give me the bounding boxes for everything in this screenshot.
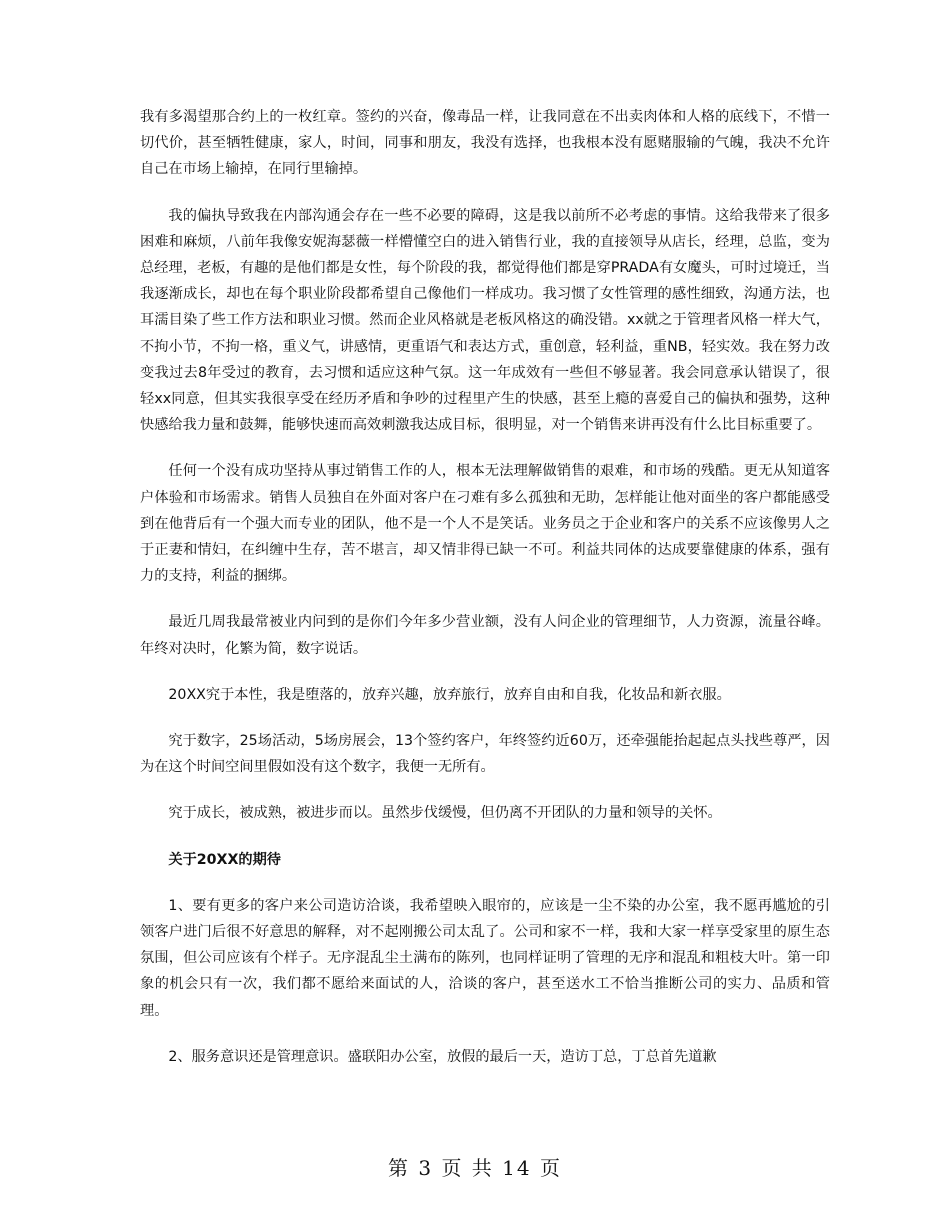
list-item-1: 1、要有更多的客户来公司造访洽谈，我希望映入眼帘的，应该是一尘不染的办公室，我不愿再尴尬的引领客户进门后很不好意思的解释，对不起刚搬公司太乱了。公司和家不一样，我和大家一样享受家里的原生态氛围，但公司应该有个样子。无序混乱尘土满布的陈列，也同样证明了管理的无序和混乱和粗枝大叶。第一印象的机会只有一次，我们都不愿给来面试的人，洽谈的客户，甚至送水工不恰当推断公司的实力、品质和管理。	[140, 897, 830, 1019]
section-heading: 关于20XX的期待	[168, 851, 281, 868]
paragraph-3: 任何一个没有成功坚持从事过销售工作的人，根本无法理解做销售的艰难，和市场的残酷。更无从知道客户体验和市场需求。销售人员独自在外面对客户在刁难有多么孤独和无助，怎样能让他对面坐的客户都能感受到在他背后有一个强大而专业的团队，他不是一个人不是笑话。业务员之于企业和客户的关系不应该像男人之于正妻和情妇，在纠缠中生存，苦不堪言，却又情非得已缺一不可。利益共同体的达成要靠健康的体系，强有力的支持，利益的捆绑。	[140, 463, 830, 585]
paragraph-1: 我有多渴望那合约上的一枚红章。签约的兴奋，像毒品一样，让我同意在不出卖肉体和人格的底线下，不惜一切代价，甚至牺牲健康，家人，时间，同事和朋友，我没有选择，也我根本没有愿赌服输的气魄，我决不允许自己在市场上输掉，在同行里输掉。	[140, 109, 830, 178]
paragraph-5: 20XX究于本性，我是堕落的，放弃兴趣，放弃旅行，放弃自由和自我，化妆品和新衣服。	[168, 686, 731, 703]
paragraph-7: 究于成长，被成熟，被进步而以。虽然步伐缓慢，但仍离不开团队的力量和领导的关怀。	[168, 805, 722, 822]
list-item-2: 2、服务意识还是管理意识。盛联阳办公室，放假的最后一天，造访丁总，丁总首先道歉	[168, 1048, 717, 1065]
page-body	[140, 104, 830, 1090]
paragraph-2: 我的偏执导致我在内部沟通会存在一些不必要的障碍，这是我以前所不必考虑的事情。这给我带来了很多困难和麻烦，八前年我像安妮海瑟薇一样懵懂空白的进入销售行业，我的直接领导从店长，经理，总监，变为总经理，老板，有趣的是他们都是女性，每个阶段的我，都觉得他们都是穿PRADA有女魔头，可时过境迁，当我逐渐成长，却也在每个职业阶段都希望自己像他们一样成功。我习惯了女性管理的感性细致，沟通方法，也耳濡目染了些工作方法和职业习惯。然而企业风格就是老板风格这的确没错。xx就之于管理者风格一样大气，不拘小节，不拘一格，重义气，讲感情，更重语气和表达方式，重创意，轻利益，重NB，轻实效。我在努力改变我过去8年受过的教育，去习惯和适应这种气氛。这一年成效有一些但不够显著。我会同意承认错误了，很轻xx同意，但其实我很享受在经历矛盾和争吵的过程里产生的快感，甚至上瘾的喜爱自己的偏执和强势，这种快感给我力量和鼓舞，能够快速而高效刺激我达成目标，很明显，对一个销售来讲再没有什么比目标重要了。	[140, 207, 830, 434]
paragraph-6: 究于数字，25场活动，5场房展会，13个签约客户，年终签约近60万，还牵强能抬起起点头找些尊严，因为在这个时间空间里假如没有这个数字，我便一无所有。	[140, 733, 830, 776]
page-footer: 第 3 页 共 14 页	[388, 1156, 562, 1180]
paragraph-4: 最近几周我最常被业内问到的是你们今年多少营业额，没有人问企业的管理细节，人力资源，流量谷峰。年终对决时，化繁为简，数字说话。	[140, 614, 830, 657]
